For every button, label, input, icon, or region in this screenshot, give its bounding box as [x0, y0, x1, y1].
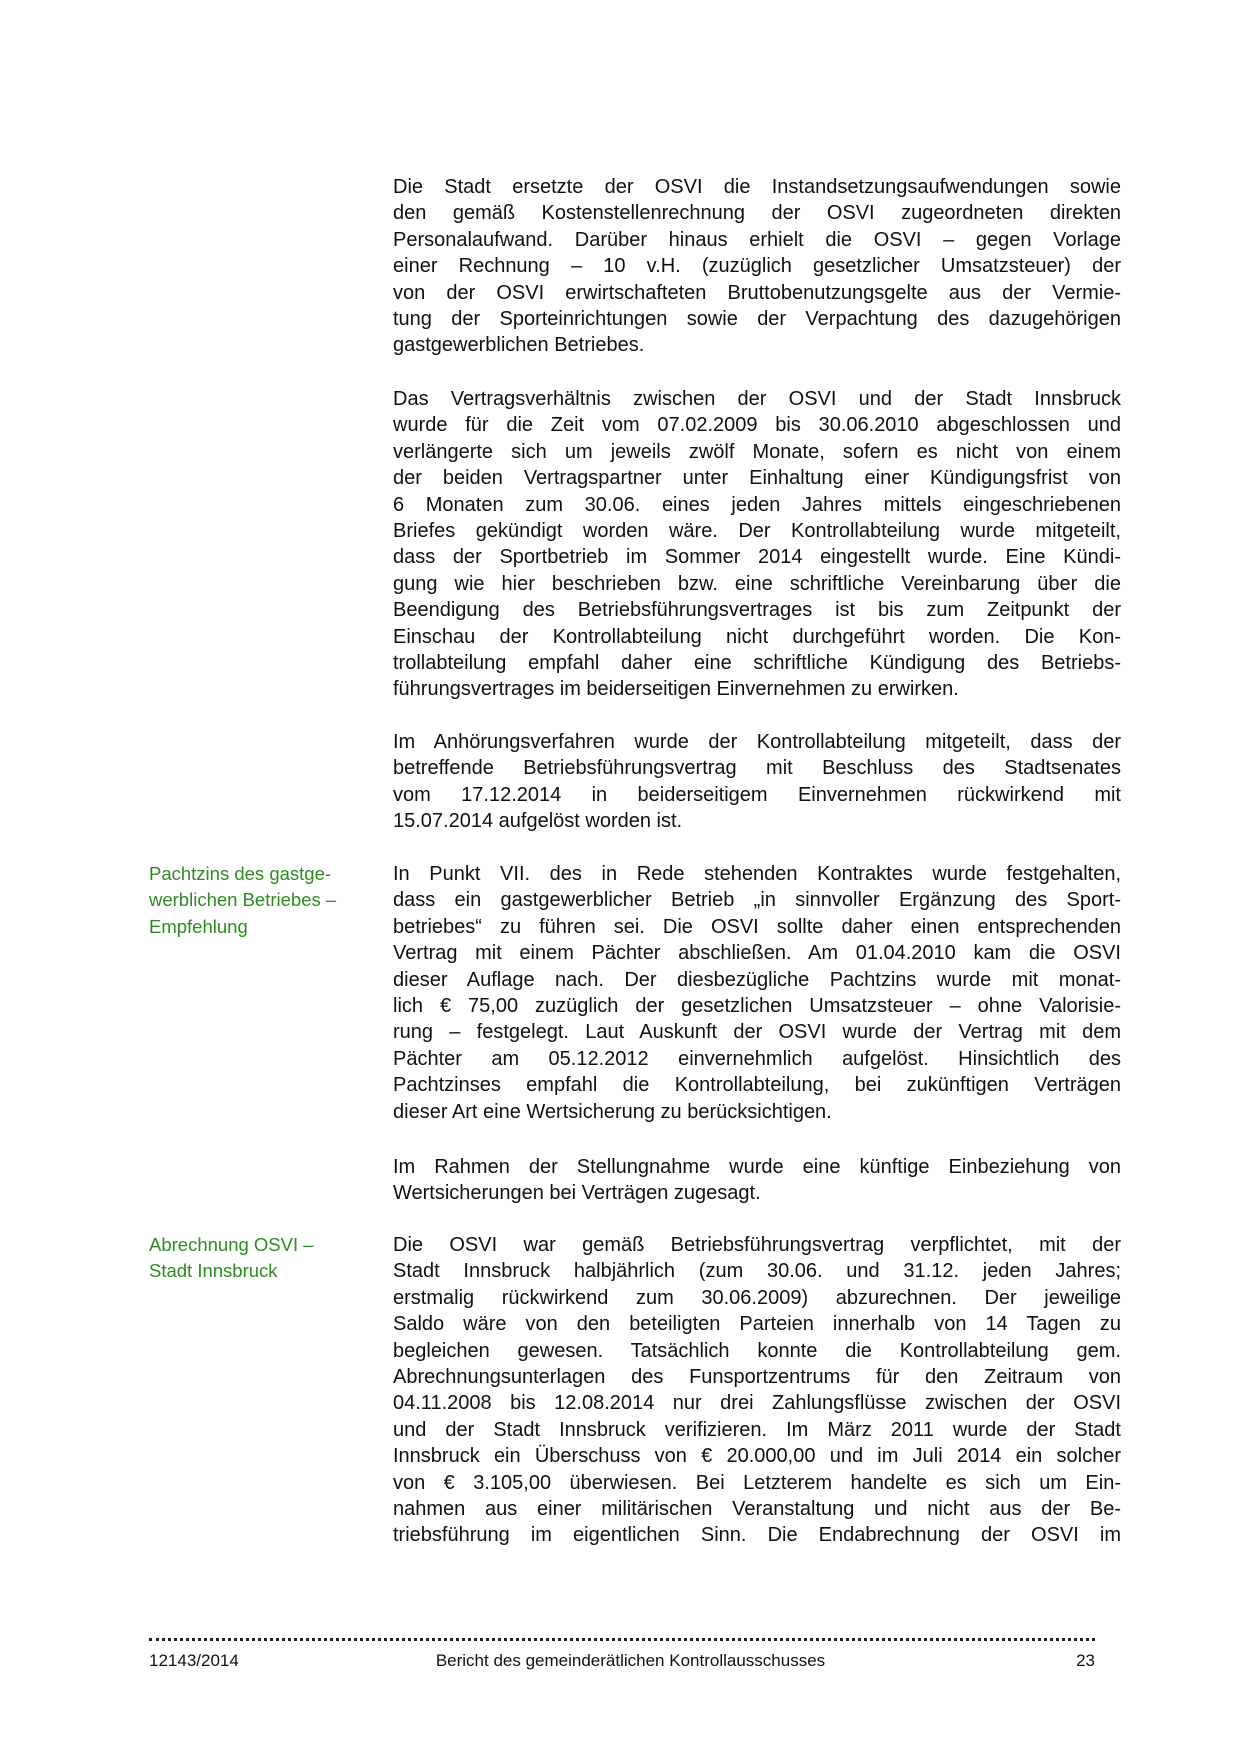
- paragraph-line: Stadt Innsbruck halbjährlich (zum 30.06. und 31.12. jeden Jahres;: [393, 1260, 1121, 1283]
- paragraph-line: betreffende Betriebsführungsvertrag mit Beschluss des Stadtsenates: [393, 757, 1121, 780]
- footer-doc-number: 12143/2014: [149, 1651, 239, 1670]
- margin-note-line: werblichen Betriebes –: [149, 889, 337, 911]
- body-paragraph: [393, 861, 1121, 1125]
- paragraph-line: gastgewerblichen Betriebes.: [393, 334, 645, 357]
- paragraph-line: Abrechnungsunterlagen des Funsportzentrums für den Zeitraum von: [393, 1365, 1121, 1388]
- paragraph-line: den gemäß Kostenstellenrechnung der OSVI zugeordneten direkten: [393, 202, 1121, 225]
- paragraph-line: 15.07.2014 aufgelöst worden ist.: [393, 810, 683, 833]
- body-paragraph: [393, 1154, 1121, 1207]
- paragraph-line: rung – festgelegt. Laut Auskunft der OSVI wurde der Vertrag mit dem: [393, 1021, 1121, 1044]
- paragraph-line: In Punkt VII. des in Rede stehenden Kontraktes wurde festgehalten,: [393, 863, 1121, 885]
- paragraph-line: trollabteilung empfahl daher eine schriftliche Kündigung des Betriebs-: [393, 651, 1121, 674]
- body-paragraph: [393, 729, 1121, 835]
- paragraph-line: Im Rahmen der Stellungnahme wurde eine künftige Einbeziehung von: [393, 1156, 1121, 1178]
- paragraph-line: dass der Sportbetrieb im Sommer 2014 eingestellt wurde. Eine Kündi-: [393, 546, 1121, 569]
- paragraph-line: Pächter am 05.12.2012 einvernehmlich aufgelöst. Hinsichtlich des: [393, 1047, 1121, 1070]
- paragraph-line: Einschau der Kontrollabteilung nicht durchgeführt worden. Die Kon-: [393, 625, 1121, 648]
- paragraph-line: Saldo wäre von den beteiligten Parteien innerhalb von 14 Tagen zu: [393, 1313, 1121, 1336]
- body-paragraph: [393, 1232, 1121, 1549]
- paragraph-line: dass ein gastgewerblicher Betrieb „in sinnvoller Ergänzung des Sport-: [393, 889, 1121, 912]
- margin-note-heading: [149, 861, 369, 940]
- paragraph-line: der beiden Vertragspartner unter Einhaltung einer Kündigungsfrist von: [393, 467, 1121, 490]
- paragraph-line: Vertrag mit einem Pächter abschließen. Am 01.04.2010 kam die OSVI: [393, 942, 1121, 965]
- paragraph-line: triebsführung im eigentlichen Sinn. Die Endabrechnung der OSVI im: [393, 1524, 1121, 1547]
- body-paragraph: [393, 174, 1121, 359]
- margin-note-heading: [149, 1232, 369, 1285]
- paragraph-line: Innsbruck ein Überschuss von € 20.000,00 und im Juli 2014 ein solcher: [393, 1445, 1121, 1468]
- paragraph-line: dieser Auflage nach. Der diesbezügliche Pachtzins wurde mit monat-: [393, 968, 1121, 991]
- margin-note-line: Pachtzins des gastge-: [149, 863, 332, 884]
- paragraph-line: erstmalig rückwirkend zum 30.06.2009) abzurechnen. Der jeweilige: [393, 1286, 1121, 1309]
- paragraph-line: 6 Monaten zum 30.06. eines jeden Jahres mittels eingeschriebenen: [393, 493, 1121, 516]
- paragraph-line: betriebes“ zu führen sei. Die OSVI sollte daher einen entsprechenden: [393, 915, 1121, 938]
- body-paragraph: [393, 386, 1121, 703]
- footer-divider: [149, 1638, 1095, 1641]
- paragraph-line: 04.11.2008 bis 12.08.2014 nur drei Zahlungsflüsse zwischen der OSVI: [393, 1392, 1121, 1415]
- paragraph-line: Pachtzinses empfahl die Kontrollabteilung, bei zukünftigen Verträgen: [393, 1074, 1121, 1097]
- paragraph-line: und der Stadt Innsbruck verifizieren. Im März 2011 wurde der Stadt: [393, 1418, 1121, 1441]
- footer-title: Bericht des gemeinderätlichen Kontrollausschusses: [435, 1651, 826, 1670]
- paragraph-line: einer Rechnung – 10 v.H. (zuzüglich gesetzlicher Umsatzsteuer) der: [393, 255, 1121, 278]
- paragraph-line: begleichen gewesen. Tatsächlich konnte die Kontrollabteilung gem.: [393, 1339, 1121, 1362]
- paragraph-line: lich € 75,00 zuzüglich der gesetzlichen Umsatzsteuer – ohne Valorisie-: [393, 994, 1121, 1017]
- paragraph-line: Beendigung des Betriebsführungsvertrages ist bis zum Zeitpunkt der: [393, 599, 1121, 622]
- footer-page-number: 23: [1076, 1651, 1095, 1670]
- paragraph-line: Die OSVI war gemäß Betriebsführungsvertrag verpflichtet, mit der: [393, 1234, 1121, 1256]
- paragraph-line: führungsvertrages im beiderseitigen Einvernehmen zu erwirken.: [393, 678, 959, 701]
- paragraph-line: wurde für die Zeit vom 07.02.2009 bis 30.06.2010 abgeschlossen und: [393, 414, 1121, 437]
- margin-note-line: Empfehlung: [149, 915, 248, 937]
- paragraph-line: gung wie hier beschrieben bzw. eine schriftliche Vereinbarung über die: [393, 572, 1121, 595]
- margin-note-line: Stadt Innsbruck: [149, 1260, 278, 1282]
- margin-note-line: Abrechnung OSVI –: [149, 1234, 314, 1255]
- paragraph-line: von der OSVI erwirtschafteten Bruttobenutzungsgelte aus der Vermie-: [393, 281, 1121, 304]
- paragraph-line: von € 3.105,00 überwiesen. Bei Letzterem handelte es sich um Ein-: [393, 1471, 1121, 1494]
- paragraph-line: tung der Sporteinrichtungen sowie der Verpachtung des dazugehörigen: [393, 307, 1121, 330]
- paragraph-line: vom 17.12.2014 in beiderseitigem Einvernehmen rückwirkend mit: [393, 783, 1121, 806]
- paragraph-line: Die Stadt ersetzte der OSVI die Instandsetzungsaufwendungen sowie: [393, 176, 1121, 198]
- paragraph-line: Wertsicherungen bei Verträgen zugesagt.: [393, 1182, 761, 1205]
- paragraph-line: dieser Art eine Wertsicherung zu berücksichtigen.: [393, 1100, 832, 1123]
- paragraph-line: Briefes gekündigt worden wäre. Der Kontrollabteilung wurde mitgeteilt,: [393, 519, 1121, 542]
- paragraph-line: Personalaufwand. Darüber hinaus erhielt die OSVI – gegen Vorlage: [393, 228, 1121, 251]
- paragraph-line: verlängerte sich um jeweils zwölf Monate, sofern es nicht von einem: [393, 440, 1121, 463]
- paragraph-line: Das Vertragsverhältnis zwischen der OSVI und der Stadt Innsbruck: [393, 388, 1121, 410]
- paragraph-line: Im Anhörungsverfahren wurde der Kontrollabteilung mitgeteilt, dass der: [393, 731, 1121, 753]
- paragraph-line: nahmen aus einer militärischen Veranstaltung und nicht aus der Be-: [393, 1497, 1121, 1520]
